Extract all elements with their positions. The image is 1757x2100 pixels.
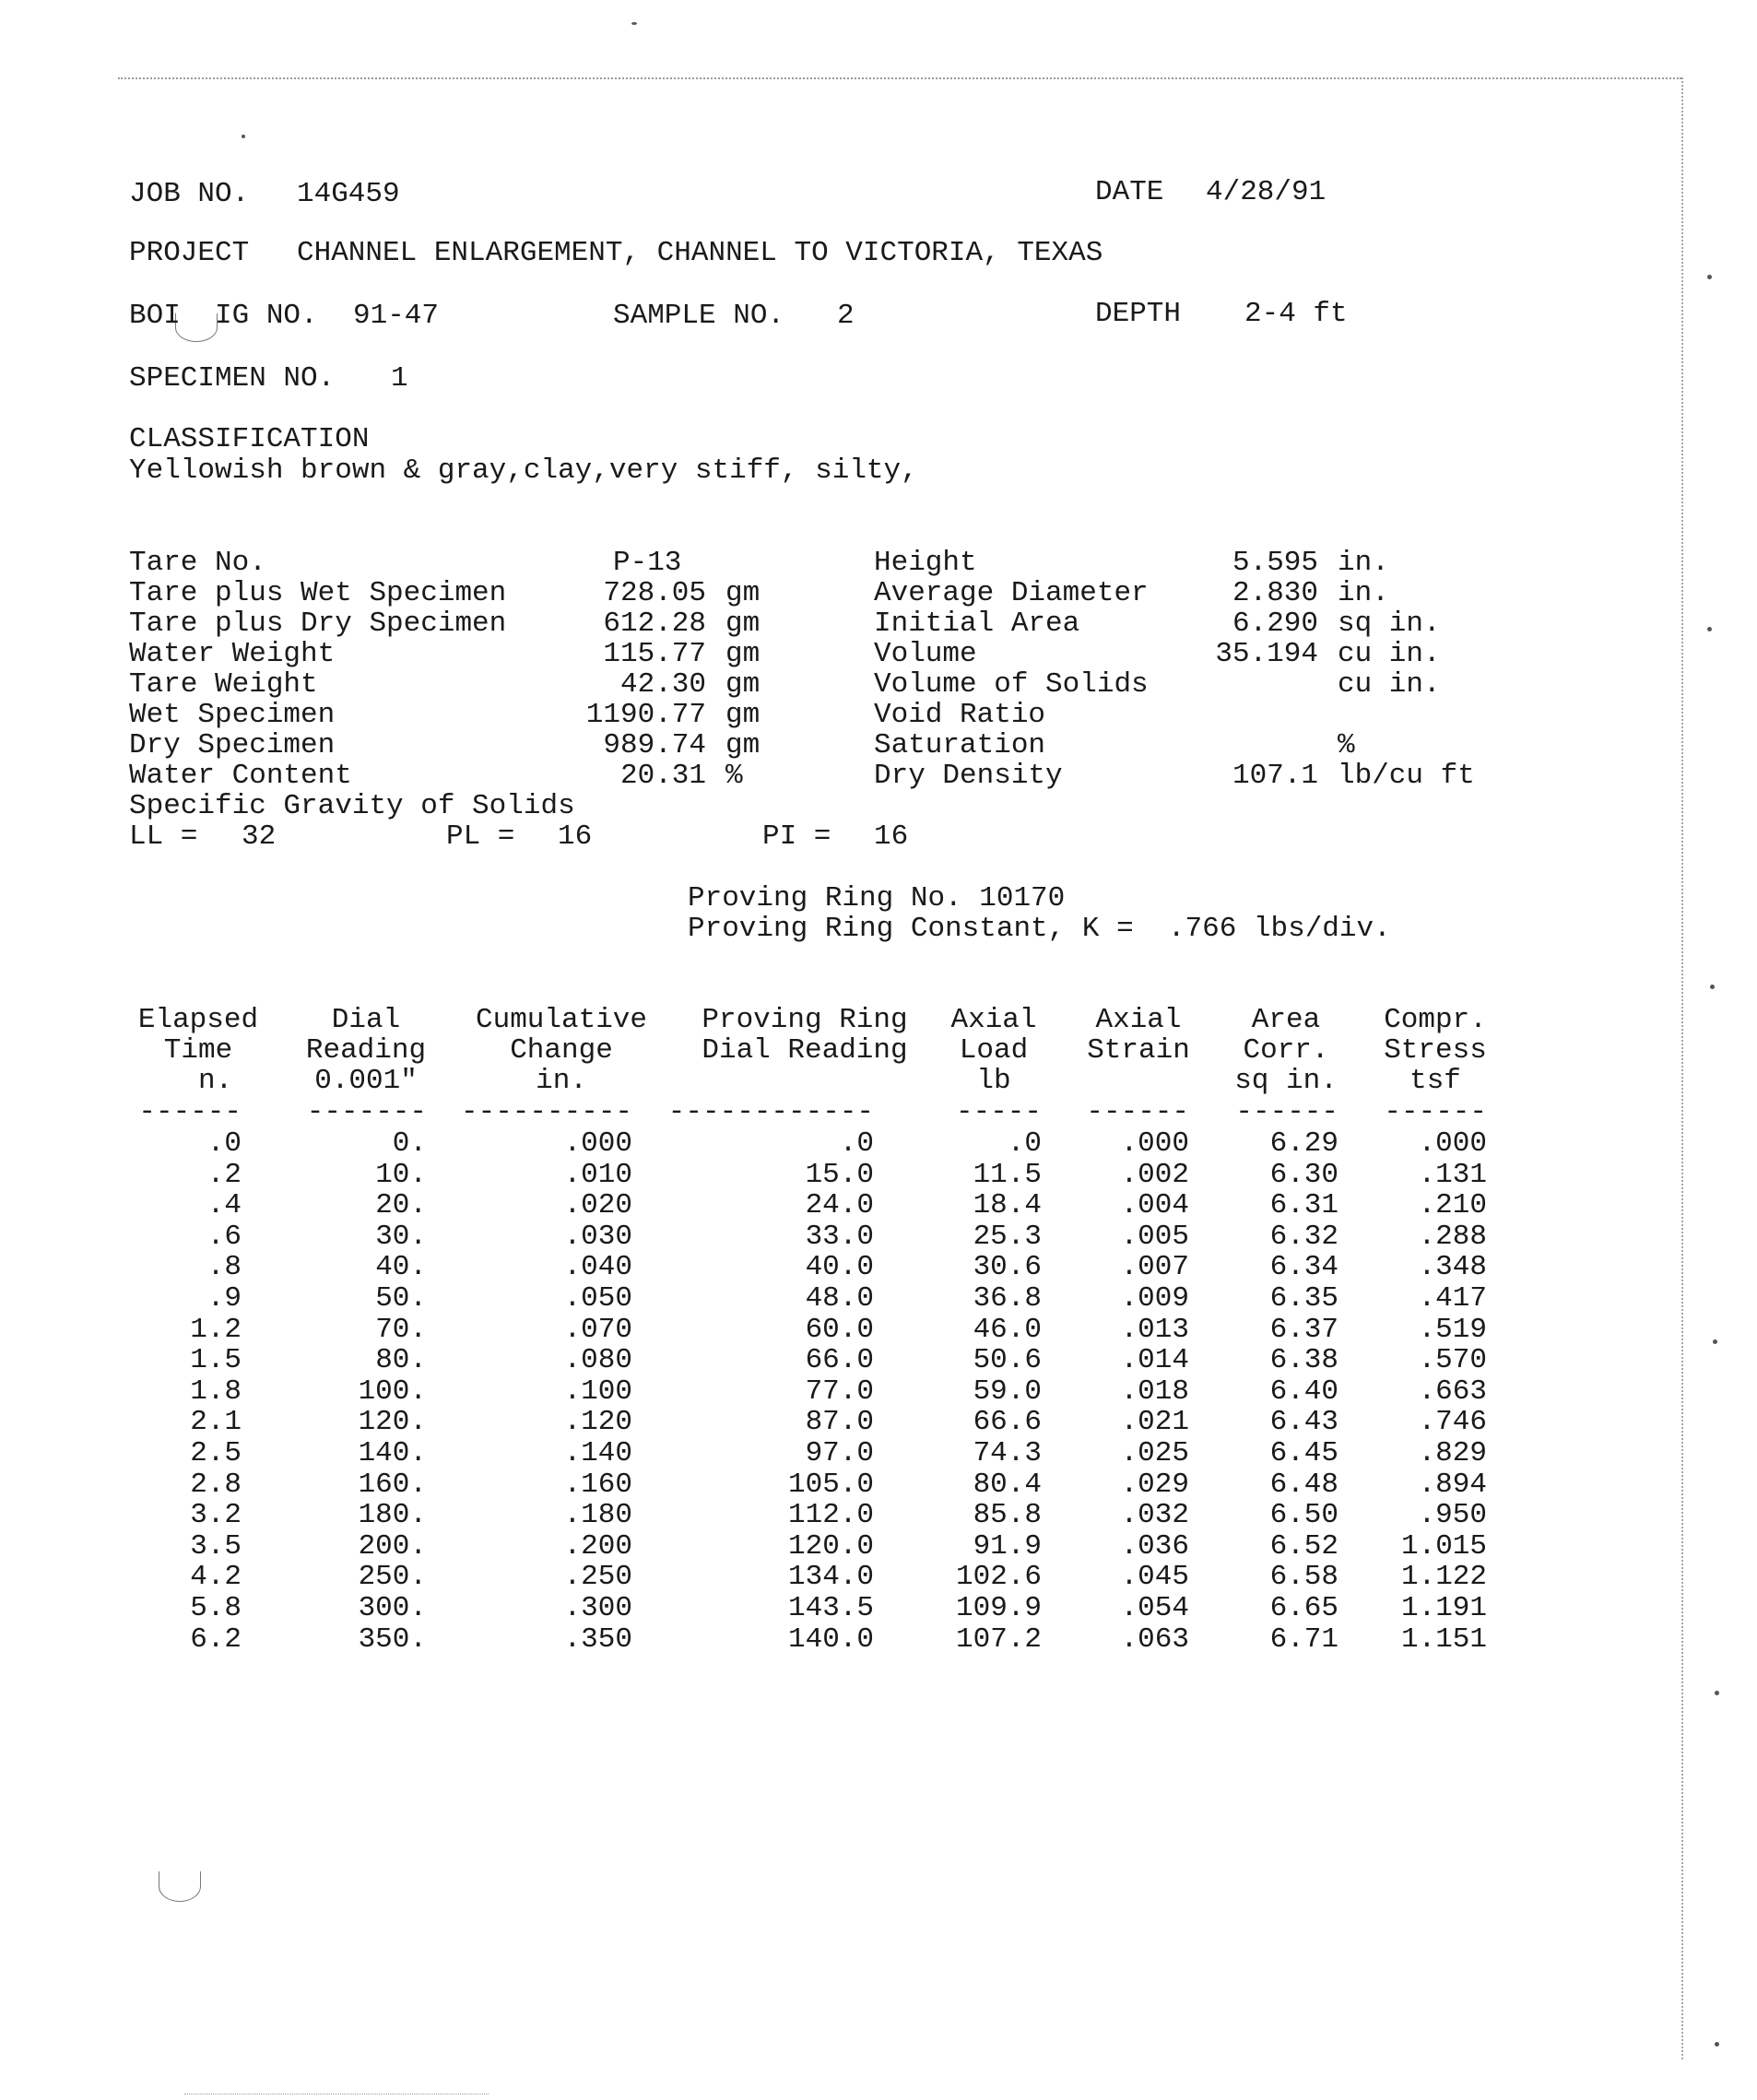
axial-strain-cell: .025 — [1120, 1437, 1189, 1469]
proving-ring-reading-cell: 112.0 — [787, 1499, 874, 1532]
compr-stress-cell: .829 — [1418, 1437, 1487, 1469]
proving-ring-reading-cell: 40.0 — [805, 1251, 874, 1284]
specimen-number-label: SPECIMEN NO. — [129, 362, 336, 395]
axial-load-cell: 109.9 — [955, 1592, 1042, 1624]
axial-load-separator: ----- — [956, 1096, 1043, 1128]
area-corr-cell: 6.71 — [1269, 1622, 1338, 1656]
axial-load-cell: 59.0 — [973, 1374, 1042, 1408]
proving-ring-reading-cell: 120.0 — [787, 1529, 874, 1563]
page-edge-right — [1681, 77, 1683, 2059]
axial-strain-cell: .032 — [1120, 1499, 1189, 1532]
elapsed-time-cell: 5.8 — [190, 1592, 242, 1624]
cumulative-change-header: in. — [536, 1065, 587, 1097]
area-corr-cell: 6.37 — [1269, 1313, 1338, 1346]
axial-strain-cell: .054 — [1120, 1592, 1189, 1624]
proving-ring-reading-cell: 87.0 — [805, 1406, 874, 1439]
scan-speck — [1710, 985, 1715, 989]
boring-number-value: 91-47 — [353, 300, 440, 332]
axial-load-cell: 66.6 — [973, 1406, 1042, 1439]
cumulative-change-cell: .350 — [563, 1622, 632, 1656]
compr-stress-cell: .746 — [1418, 1406, 1487, 1439]
compr-stress-cell: .663 — [1418, 1374, 1487, 1408]
project-label: PROJECT — [129, 237, 250, 269]
job-number-value: 14G459 — [297, 178, 400, 210]
elapsed-time-header: Time — [163, 1034, 233, 1067]
average-diameter-value: 2.830 — [1232, 577, 1318, 609]
elapsed-time-cell: .9 — [206, 1282, 242, 1315]
axial-strain-cell: .018 — [1120, 1374, 1189, 1408]
average-diameter-unit: in. — [1338, 577, 1389, 609]
volume-of-solids-unit: cu in. — [1338, 668, 1441, 701]
initial-area-value: 6.290 — [1232, 608, 1318, 640]
elapsed-time-cell: .2 — [206, 1158, 242, 1191]
dial-reading-cell: 120. — [358, 1406, 427, 1439]
void-ratio-label: Void Ratio — [874, 699, 1046, 731]
liquid-limit-value: 32 — [242, 820, 277, 853]
proving-ring-reading-cell: .0 — [839, 1127, 874, 1160]
compr-stress-header: tsf — [1409, 1065, 1461, 1097]
axial-strain-cell: .029 — [1120, 1468, 1189, 1501]
specific-gravity-label: Specific Gravity of Solids — [129, 790, 575, 822]
area-corr-cell: 6.32 — [1269, 1220, 1338, 1253]
height-value: 5.595 — [1232, 547, 1318, 579]
dial-reading-header: 0.001" — [314, 1065, 418, 1097]
elapsed-time-cell: 6.2 — [190, 1622, 242, 1656]
axial-strain-cell: .004 — [1120, 1189, 1189, 1222]
area-corr-cell: 6.38 — [1269, 1344, 1338, 1377]
compr-stress-header: Compr. — [1384, 1004, 1487, 1036]
water-weight-value: 115.77 — [603, 638, 706, 670]
area-corr-cell: 6.58 — [1269, 1561, 1338, 1594]
axial-strain-cell: .021 — [1120, 1406, 1189, 1439]
water-content-value: 20.31 — [619, 760, 706, 792]
dry-density-value: 107.1 — [1232, 760, 1318, 792]
compr-stress-cell: 1.122 — [1400, 1561, 1487, 1594]
compr-stress-cell: .000 — [1418, 1127, 1487, 1160]
dial-reading-cell: 200. — [358, 1529, 427, 1563]
plasticity-index-value: 16 — [874, 820, 909, 853]
page-edge-top — [118, 77, 1681, 79]
proving-ring-reading-cell: 33.0 — [805, 1220, 874, 1253]
cumulative-change-cell: .100 — [563, 1374, 632, 1408]
wet-specimen-unit: gm — [725, 699, 761, 731]
date-label: DATE — [1095, 176, 1164, 208]
dial-reading-cell: 140. — [358, 1437, 427, 1469]
volume-of-solids-label: Volume of Solids — [874, 668, 1149, 701]
proving-ring-reading-header: Dial Reading — [702, 1034, 908, 1067]
dry-density-label: Dry Density — [874, 760, 1063, 792]
compr-stress-cell: .950 — [1418, 1499, 1487, 1532]
dial-reading-header: Dial — [331, 1004, 401, 1036]
cumulative-change-cell: .300 — [563, 1592, 632, 1624]
axial-strain-separator: ------ — [1086, 1096, 1190, 1128]
tare-dry-specimen-label: Tare plus Dry Specimen — [129, 608, 507, 640]
water-content-unit: % — [725, 760, 743, 792]
liquid-limit-label: LL = — [129, 820, 198, 853]
tare-weight-unit: gm — [725, 668, 761, 701]
cumulative-change-cell: .250 — [563, 1561, 632, 1594]
plastic-limit-value: 16 — [558, 820, 593, 853]
date-value: 4/28/91 — [1206, 176, 1327, 208]
dial-reading-cell: 40. — [375, 1251, 427, 1284]
cumulative-change-separator: ---------- — [461, 1096, 633, 1128]
height-label: Height — [874, 547, 977, 579]
boring-number-label: BOI IG NO. — [129, 300, 318, 332]
project-value: CHANNEL ENLARGEMENT, CHANNEL TO VICTORIA, TEXAS — [297, 237, 1103, 269]
scan-speck — [1713, 1339, 1717, 1344]
elapsed-time-cell: 1.8 — [190, 1374, 242, 1408]
wet-specimen-label: Wet Specimen — [129, 699, 336, 731]
axial-strain-cell: .002 — [1120, 1158, 1189, 1191]
elapsed-time-cell: .6 — [206, 1220, 242, 1253]
elapsed-time-header: Elapsed — [137, 1004, 259, 1036]
plasticity-index-label: PI = — [762, 820, 831, 853]
dial-reading-cell: 250. — [358, 1561, 427, 1594]
axial-load-header: Axial — [950, 1004, 1037, 1036]
dial-reading-cell: 30. — [375, 1220, 427, 1253]
area-corr-header: sq in. — [1234, 1065, 1338, 1097]
elapsed-time-cell: 2.1 — [190, 1406, 242, 1439]
dial-reading-cell: 160. — [358, 1468, 427, 1501]
axial-strain-header: Strain — [1087, 1034, 1190, 1067]
initial-area-label: Initial Area — [874, 608, 1080, 640]
scan-speck — [1707, 627, 1712, 631]
compr-stress-cell: .417 — [1418, 1282, 1487, 1315]
proving-ring-reading-cell: 77.0 — [805, 1374, 874, 1408]
compr-stress-separator: ------ — [1384, 1096, 1488, 1128]
axial-load-cell: .0 — [1007, 1127, 1042, 1160]
dial-reading-cell: 0. — [392, 1127, 427, 1160]
volume-unit: cu in. — [1338, 638, 1441, 670]
dial-reading-cell: 10. — [375, 1158, 427, 1191]
area-corr-cell: 6.52 — [1269, 1529, 1338, 1563]
specimen-number-value: 1 — [391, 362, 408, 395]
axial-load-cell: 80.4 — [973, 1468, 1042, 1501]
proving-ring-number: Proving Ring No. 10170 — [688, 882, 1066, 914]
axial-strain-cell: .014 — [1120, 1344, 1189, 1377]
axial-load-cell: 91.9 — [973, 1529, 1042, 1563]
elapsed-time-cell: 4.2 — [190, 1561, 242, 1594]
dry-density-unit: lb/cu ft — [1338, 760, 1475, 792]
elapsed-time-cell: 1.5 — [190, 1344, 242, 1377]
axial-strain-cell: .009 — [1120, 1282, 1189, 1315]
area-corr-cell: 6.35 — [1269, 1282, 1338, 1315]
axial-load-cell: 107.2 — [955, 1622, 1042, 1656]
tare-wet-specimen-value: 728.05 — [603, 577, 706, 609]
elapsed-time-cell: .4 — [206, 1189, 242, 1222]
tare-dry-specimen-unit: gm — [725, 608, 761, 640]
cumulative-change-cell: .030 — [563, 1220, 632, 1253]
depth-label: DEPTH — [1095, 298, 1182, 330]
elapsed-time-cell: 1.2 — [190, 1313, 242, 1346]
compr-stress-cell: .570 — [1418, 1344, 1487, 1377]
axial-strain-cell: .007 — [1120, 1251, 1189, 1284]
cumulative-change-cell: .160 — [563, 1468, 632, 1501]
proving-ring-reading-cell: 134.0 — [787, 1561, 874, 1594]
plastic-limit-label: PL = — [446, 820, 515, 853]
axial-load-cell: 74.3 — [973, 1437, 1042, 1469]
compr-stress-cell: .131 — [1418, 1158, 1487, 1191]
dial-reading-cell: 350. — [358, 1622, 427, 1656]
proving-ring-reading-cell: 66.0 — [805, 1344, 874, 1377]
dry-specimen-label: Dry Specimen — [129, 729, 336, 761]
cumulative-change-header: Cumulative — [475, 1004, 648, 1036]
cumulative-change-cell: .040 — [563, 1251, 632, 1284]
proving-ring-reading-cell: 140.0 — [787, 1622, 874, 1656]
cumulative-change-cell: .020 — [563, 1189, 632, 1222]
axial-load-cell: 102.6 — [955, 1561, 1042, 1594]
area-corr-cell: 6.45 — [1269, 1437, 1338, 1469]
area-corr-cell: 6.43 — [1269, 1406, 1338, 1439]
cumulative-change-cell: .010 — [563, 1158, 632, 1191]
compr-stress-cell: .348 — [1418, 1251, 1487, 1284]
cumulative-change-cell: .000 — [563, 1127, 632, 1160]
average-diameter-label: Average Diameter — [874, 577, 1149, 609]
tare-weight-value: 42.30 — [619, 668, 706, 701]
sample-number-label: SAMPLE NO. — [613, 300, 785, 332]
area-corr-cell: 6.50 — [1269, 1499, 1338, 1532]
water-content-label: Water Content — [129, 760, 352, 792]
area-corr-cell: 6.34 — [1269, 1251, 1338, 1284]
elapsed-time-separator: ------ — [138, 1096, 242, 1128]
dial-reading-cell: 70. — [375, 1313, 427, 1346]
proving-ring-reading-header: Proving Ring — [702, 1004, 908, 1036]
saturation-label: Saturation — [874, 729, 1046, 761]
elapsed-time-cell: 3.5 — [190, 1529, 242, 1563]
scan-speck — [1715, 2042, 1719, 2047]
dial-reading-cell: 50. — [375, 1282, 427, 1315]
compr-stress-header: Stress — [1384, 1034, 1487, 1067]
compr-stress-cell: 1.191 — [1400, 1592, 1487, 1624]
sample-number-value: 2 — [837, 300, 855, 332]
scan-speck — [242, 135, 245, 138]
area-corr-cell: 6.30 — [1269, 1158, 1338, 1191]
axial-strain-cell: .013 — [1120, 1313, 1189, 1346]
compr-stress-cell: .519 — [1418, 1313, 1487, 1346]
elapsed-time-cell: 2.5 — [190, 1437, 242, 1469]
tare-wet-specimen-label: Tare plus Wet Specimen — [129, 577, 507, 609]
dial-reading-header: Reading — [305, 1034, 427, 1067]
axial-load-cell: 46.0 — [973, 1313, 1042, 1346]
cumulative-change-cell: .140 — [563, 1437, 632, 1469]
volume-value: 35.194 — [1215, 638, 1318, 670]
dial-reading-cell: 180. — [358, 1499, 427, 1532]
dial-reading-cell: 20. — [375, 1189, 427, 1222]
dry-specimen-value: 989.74 — [603, 729, 706, 761]
compr-stress-cell: 1.015 — [1400, 1529, 1487, 1563]
proving-ring-reading-cell: 15.0 — [805, 1158, 874, 1191]
scan-speck — [1715, 1691, 1719, 1695]
axial-strain-cell: .005 — [1120, 1220, 1189, 1253]
axial-load-header: lb — [976, 1065, 1011, 1097]
axial-load-cell: 85.8 — [973, 1499, 1042, 1532]
axial-strain-cell: .045 — [1120, 1561, 1189, 1594]
scan-speck — [1707, 275, 1712, 279]
proving-ring-reading-cell: 97.0 — [805, 1437, 874, 1469]
elapsed-time-cell: .8 — [206, 1251, 242, 1284]
compr-stress-cell: 1.151 — [1400, 1622, 1487, 1656]
proving-ring-reading-cell: 105.0 — [787, 1468, 874, 1501]
proving-ring-reading-cell: 60.0 — [805, 1313, 874, 1346]
area-corr-cell: 6.65 — [1269, 1592, 1338, 1624]
area-corr-cell: 6.29 — [1269, 1127, 1338, 1160]
water-weight-unit: gm — [725, 638, 761, 670]
scan-speck — [631, 22, 637, 25]
elapsed-time-header: n. — [163, 1065, 233, 1097]
cumulative-change-cell: .080 — [563, 1344, 632, 1377]
proving-ring-reading-cell: 143.5 — [787, 1592, 874, 1624]
dial-reading-separator: ------- — [306, 1096, 428, 1128]
cumulative-change-header: Change — [510, 1034, 613, 1067]
initial-area-unit: sq in. — [1338, 608, 1441, 640]
tare-number-value: P-13 — [613, 547, 682, 579]
cumulative-change-cell: .180 — [563, 1499, 632, 1532]
volume-label: Volume — [874, 638, 977, 670]
elapsed-time-cell: 3.2 — [190, 1499, 242, 1532]
axial-load-header: Load — [959, 1034, 1029, 1067]
classification-label: CLASSIFICATION — [129, 423, 370, 455]
axial-strain-cell: .036 — [1120, 1529, 1189, 1563]
dial-reading-cell: 100. — [358, 1374, 427, 1408]
water-weight-label: Water Weight — [129, 638, 336, 670]
axial-strain-cell: .063 — [1120, 1622, 1189, 1656]
depth-value: 2-4 ft — [1244, 298, 1348, 330]
proving-ring-reading-cell: 24.0 — [805, 1189, 874, 1222]
axial-load-cell: 36.8 — [973, 1282, 1042, 1315]
proving-ring-reading-cell: 48.0 — [805, 1282, 874, 1315]
tare-number-label: Tare No. — [129, 547, 266, 579]
axial-load-cell: 25.3 — [973, 1220, 1042, 1253]
axial-load-cell: 30.6 — [973, 1251, 1042, 1284]
compr-stress-cell: .210 — [1418, 1189, 1487, 1222]
compr-stress-cell: .894 — [1418, 1468, 1487, 1501]
area-corr-header: Area — [1251, 1004, 1321, 1036]
area-corr-cell: 6.31 — [1269, 1189, 1338, 1222]
height-unit: in. — [1338, 547, 1389, 579]
elapsed-time-cell: .0 — [206, 1127, 242, 1160]
job-number-label: JOB NO. — [129, 178, 250, 210]
dial-reading-cell: 80. — [375, 1344, 427, 1377]
area-corr-header: Corr. — [1243, 1034, 1329, 1067]
scan-smudge — [159, 1871, 201, 1902]
compr-stress-cell: .288 — [1418, 1220, 1487, 1253]
saturation-unit: % — [1338, 729, 1355, 761]
axial-strain-header: Axial — [1095, 1004, 1182, 1036]
proving-ring-reading-separator: ------------ — [667, 1096, 875, 1128]
cumulative-change-cell: .050 — [563, 1282, 632, 1315]
cumulative-change-cell: .200 — [563, 1529, 632, 1563]
area-corr-cell: 6.40 — [1269, 1374, 1338, 1408]
proving-ring-constant: Proving Ring Constant, K = .766 lbs/div. — [688, 913, 1391, 945]
cumulative-change-cell: .120 — [563, 1406, 632, 1439]
axial-strain-cell: .000 — [1120, 1127, 1189, 1160]
dry-specimen-unit: gm — [725, 729, 761, 761]
cumulative-change-cell: .070 — [563, 1313, 632, 1346]
axial-load-cell: 50.6 — [973, 1344, 1042, 1377]
axial-load-cell: 18.4 — [973, 1189, 1042, 1222]
wet-specimen-value: 1190.77 — [585, 699, 706, 731]
dial-reading-cell: 300. — [358, 1592, 427, 1624]
classification-value: Yellowish brown & gray,clay,very stiff, silty, — [129, 454, 918, 487]
area-corr-separator: ------ — [1235, 1096, 1339, 1128]
axial-load-cell: 11.5 — [973, 1158, 1042, 1191]
tare-wet-specimen-unit: gm — [725, 577, 761, 609]
area-corr-cell: 6.48 — [1269, 1468, 1338, 1501]
tare-weight-label: Tare Weight — [129, 668, 318, 701]
elapsed-time-cell: 2.8 — [190, 1468, 242, 1501]
tare-dry-specimen-value: 612.28 — [603, 608, 706, 640]
